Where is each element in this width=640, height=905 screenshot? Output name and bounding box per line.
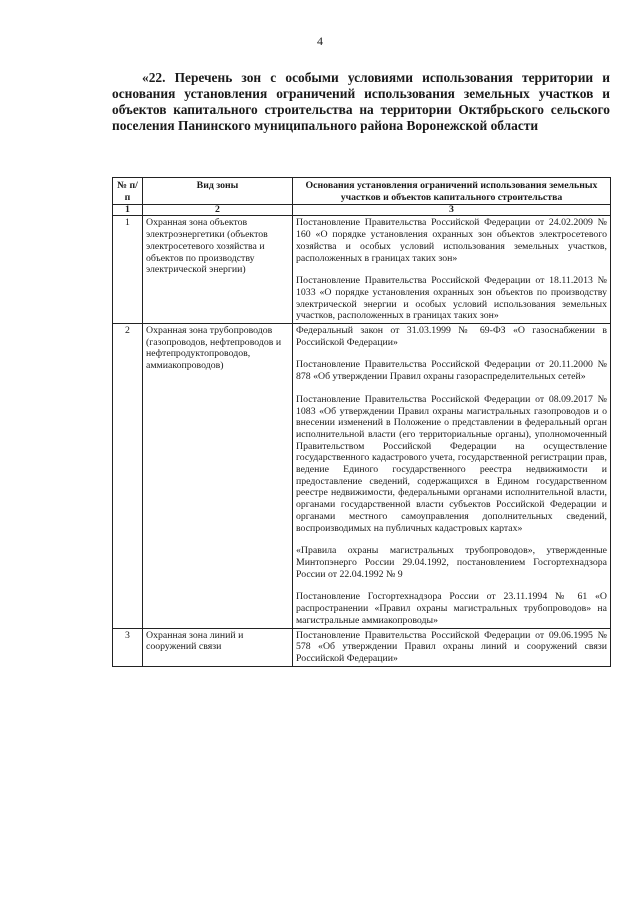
- page-number: 4: [317, 34, 323, 48]
- basis-item: Постановление Правительства Российской Федерации от 09.06.1995 № 578 «Об утверждении Правил охраны линий и сооружений связи Российской Федерации»: [296, 629, 607, 664]
- row-zone: Охранная зона трубопроводов (газопроводов, нефтепроводов и нефтепродуктопроводов, аммиакопроводов): [143, 324, 293, 628]
- basis-item: «Правила охраны магистральных трубопроводов», утвержденные Минтопэнерго России 29.04.1992, постановлением Госгортехнадзора России от 22.04.1992 № 9: [296, 545, 607, 580]
- header-zone: Вид зоны: [143, 178, 293, 205]
- table-row: [113, 216, 611, 324]
- row-basis: [293, 216, 611, 324]
- column-number-row: [113, 205, 611, 216]
- basis-item: Федеральный закон от 31.03.1999 № 69-ФЗ «О газоснабжении в Российской Федерации»: [296, 325, 607, 348]
- row-zone: Охранная зона объектов электроэнергетики (объектов электросетевого хозяйства и объектов по производству электрической энергии): [143, 216, 293, 324]
- row-num: 2: [113, 324, 143, 628]
- column-number: 3: [293, 205, 611, 216]
- header-basis: Основания установления ограничений использования земельных участков и объектов капитального строительства: [293, 178, 611, 205]
- row-num: 1: [113, 216, 143, 324]
- row-basis: [293, 324, 611, 628]
- table-row: [113, 324, 611, 628]
- basis-item: Постановление Госгортехнадзора России от 23.11.1994 № 61 «О распространении «Правил охраны магистральных трубопроводов» на магистральные аммиакопроводы»: [296, 591, 607, 626]
- document-heading: «22. Перечень зон с особыми условиями использования территории и основания установления ограничений использования земельных участков и объектов капитального строительства на территории Октябрьского сельского поселения Панинского муниципального района Воронежской области: [112, 70, 610, 133]
- header-num: № п/п: [113, 178, 143, 205]
- basis-item: Постановление Правительства Российской Федерации от 18.11.2013 № 1033 «О порядке установления охранных зон объектов по производству электрической энергии и особых условий использования земельных участков, расположенных в границах таких зон»: [296, 275, 607, 322]
- basis-item: Постановление Правительства Российской Федерации от 08.09.2017 № 1083 «Об утверждении Правил охраны магистральных газопроводов и о внесении изменений в Положение о представлении в федеральный орган исполнительной власти (его территориальные органы), уполномоченный Правительством Российской Федерации на осуществление государственного кадастрового учета, государственной регистрации прав, ведение Единого государственного реестра недвижимости и предоставление сведений, содержащихся в Едином государственном реестре недвижимости, федеральными органами исполнительной власти, органами государственной власти субъектов Российской Федерации и органами местного самоуправления дополнительных сведений, воспроизводимых на публичных кадастровых картах»: [296, 393, 607, 534]
- row-num: 3: [113, 628, 143, 666]
- row-basis: [293, 628, 611, 666]
- basis-item: Постановление Правительства Российской Федерации от 20.11.2000 № 878 «Об утверждении Правил охраны газораспределительных сетей»: [296, 359, 607, 383]
- table-row: [113, 628, 611, 666]
- table-header-row: [113, 178, 611, 205]
- basis-item: Постановление Правительства Российской Федерации от 24.02.2009 № 160 «О порядке установления охранных зон объектов электросетевого хозяйства и особых условий использования земельных участков, расположенных в границах таких зон»: [296, 217, 607, 264]
- zones-table: [112, 177, 611, 667]
- row-zone: Охранная зона линий и сооружений связи: [143, 628, 293, 666]
- column-number: 2: [143, 205, 293, 216]
- column-number: 1: [113, 205, 143, 216]
